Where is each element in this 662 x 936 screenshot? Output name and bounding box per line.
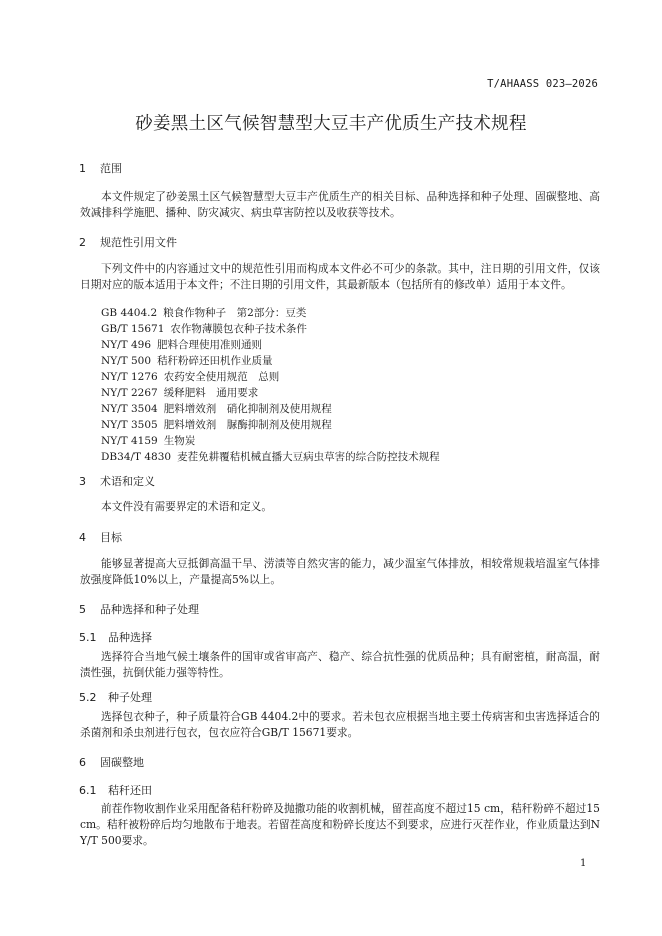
reference-name: 秸秆粉碎还田机作业质量 bbox=[157, 355, 273, 367]
reference-code: NY/T 1276 bbox=[101, 371, 158, 383]
section-1-text: 本文件规定了砂姜黑土区气候智慧型大豆丰产优质生产的相关目标、品种选择和种子处理、固碳整地、高效减排科学施肥、播种、防灾减灾、病虫草害防控以及收获等技术。 bbox=[80, 190, 600, 219]
reference-name: 肥料增效剂 硝化抑制剂及使用规程 bbox=[163, 403, 332, 415]
reference-item bbox=[101, 321, 440, 337]
section-title: 范围 bbox=[100, 162, 122, 175]
reference-item bbox=[101, 417, 440, 433]
reference-name: 农药安全使用规范 总则 bbox=[163, 371, 280, 383]
section-title: 目标 bbox=[100, 531, 122, 544]
section-number: 2 bbox=[79, 236, 86, 249]
section-number: 6 bbox=[79, 756, 86, 769]
section-5-1-heading bbox=[79, 629, 152, 645]
section-6-heading bbox=[79, 754, 144, 770]
section-5-heading bbox=[79, 601, 199, 617]
reference-item bbox=[101, 353, 440, 369]
reference-name: 缓释肥料 通用要求 bbox=[163, 387, 259, 399]
reference-code: GB 4404.2 bbox=[101, 307, 158, 319]
subsection-number: 5.1 bbox=[79, 631, 97, 644]
subsection-title: 品种选择 bbox=[108, 631, 152, 644]
reference-item bbox=[101, 401, 440, 417]
reference-name: 粮食作物种子 第2部分：豆类 bbox=[163, 307, 307, 319]
reference-code: DB34/T 4830 bbox=[101, 451, 172, 463]
subsection-title: 种子处理 bbox=[108, 691, 152, 704]
section-title: 规范性引用文件 bbox=[100, 236, 177, 249]
section-title: 术语和定义 bbox=[100, 475, 155, 488]
section-3-heading bbox=[79, 473, 155, 489]
section-6-1-text: 前茬作物收割作业采用配备秸秆粉碎及抛撒功能的收割机械，留茬高度不超过15 cm，秸秆粉碎不超过15 cm。秸秆被粉碎后均匀地散布于地表。若留茬高度和粉碎长度达不到要求，应进行灭茬作业，作业质量达到NY/T 500要求。 bbox=[80, 802, 600, 847]
section-6-1-heading bbox=[79, 782, 152, 798]
section-number: 5 bbox=[79, 603, 86, 616]
reference-code: NY/T 496 bbox=[101, 339, 152, 351]
section-number: 3 bbox=[79, 475, 86, 488]
section-2-heading bbox=[79, 234, 177, 250]
section-5-2-text: 选择包衣种子，种子质量符合GB 4404.2中的要求。若未包衣应根据当地主要土传病害和虫害选择适合的杀菌剂和杀虫剂进行包衣，包衣应符合GB/T 15671要求。 bbox=[80, 710, 600, 739]
page-number: 1 bbox=[580, 858, 587, 869]
section-2-text: 下列文件中的内容通过文中的规范性引用而构成本文件必不可少的条款。其中，注日期的引用文件，仅该日期对应的版本适用于本文件；不注日期的引用文件，其最新版本（包括所有的修改单）适用于本文件。 bbox=[80, 262, 600, 291]
subsection-number: 6.1 bbox=[79, 784, 97, 797]
reference-item bbox=[101, 433, 440, 449]
reference-code: NY/T 4159 bbox=[101, 435, 158, 447]
reference-name: 生物炭 bbox=[163, 435, 196, 447]
reference-code: NY/T 3505 bbox=[101, 419, 158, 431]
section-3-text: 本文件没有需要界定的术语和定义。 bbox=[101, 500, 273, 513]
section-number: 1 bbox=[79, 162, 86, 175]
reference-list bbox=[101, 305, 440, 465]
reference-code: NY/T 3504 bbox=[101, 403, 158, 415]
section-4-text: 能够显著提高大豆抵御高温干旱、涝渍等自然灾害的能力，减少温室气体排放，相较常规栽培温室气体排放强度降低10%以上，产量提高5%以上。 bbox=[80, 557, 600, 586]
section-4-heading bbox=[79, 529, 122, 545]
section-5-2-heading bbox=[79, 689, 152, 705]
reference-item bbox=[101, 369, 440, 385]
section-5-1-text: 选择符合当地气候土壤条件的国审或省审高产、稳产、综合抗性强的优质品种；具有耐密植，耐高温，耐渍性强，抗倒伏能力强等特性。 bbox=[80, 650, 600, 679]
section-title: 固碳整地 bbox=[100, 756, 144, 769]
reference-item bbox=[101, 337, 440, 353]
reference-item bbox=[101, 449, 440, 465]
reference-code: GB/T 15671 bbox=[101, 323, 165, 335]
section-number: 4 bbox=[79, 531, 86, 544]
section-title: 品种选择和种子处理 bbox=[100, 603, 199, 616]
reference-name: 肥料增效剂 脲酶抑制剂及使用规程 bbox=[163, 419, 332, 431]
page-title: 砂姜黑土区气候智慧型大豆丰产优质生产技术规程 bbox=[135, 114, 527, 134]
reference-item bbox=[101, 385, 440, 401]
subsection-title: 秸秆还田 bbox=[108, 784, 152, 797]
reference-item bbox=[101, 305, 440, 321]
document-code: T/AHAASS 023—2026 bbox=[487, 78, 598, 90]
reference-name: 肥料合理使用准则通则 bbox=[157, 339, 263, 351]
reference-name: 农作物薄膜包衣种子技术条件 bbox=[170, 323, 307, 335]
reference-code: NY/T 2267 bbox=[101, 387, 158, 399]
section-1-heading bbox=[79, 160, 122, 176]
reference-name: 麦茬免耕覆秸机械直播大豆病虫草害的综合防控技术规程 bbox=[177, 451, 440, 463]
reference-code: NY/T 500 bbox=[101, 355, 152, 367]
subsection-number: 5.2 bbox=[79, 691, 97, 704]
